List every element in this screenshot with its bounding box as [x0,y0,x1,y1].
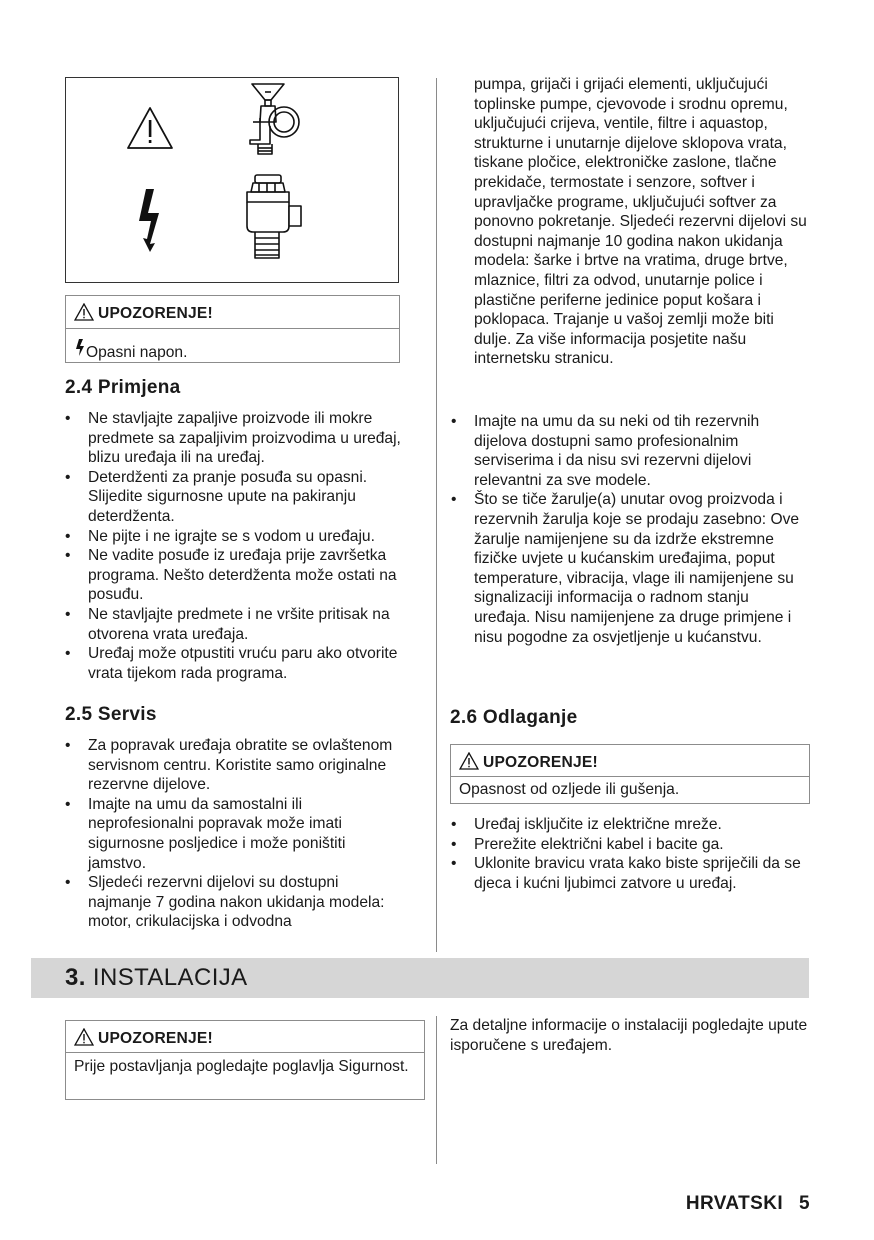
column-divider-top [436,78,437,952]
warning-title [74,1028,213,1048]
section-heading-2-6: 2.6 Odlaganje [450,707,578,728]
high-voltage-icon [74,338,86,358]
warning-triangle-icon [459,752,479,770]
column-divider-bottom [436,1016,437,1164]
list-item: • Ne stavljajte predmete i ne vršite pritisak na otvorena vrata uređaja. [65,605,422,644]
warning-body [74,338,393,363]
list-2-6 [451,815,806,893]
page-number: 5 [799,1193,810,1214]
water-tap-icon [250,84,299,154]
page-footer [686,1193,810,1215]
list-item: • Što se tiče žarulje(a) unutar ovog proizvoda i rezervnih žarulja koje se prodaju zasebno: Ove žarulje namijenjene su da izdrže ekstremne fizičke uvjete u kućanskim uređajima, poput temperature, vibracija, vlage ili namijenjene su signalizaciji informacija o radnom stanju uređaja. Nisu namijenjene za druge primjene i nisu pogodne za osvjetljenje u kućanstvu. [451,490,809,647]
list-item: • Uklonite bravicu vrata kako biste spriječili da se djeca i kućni ljubimci zatvore u uređaj. [451,854,806,893]
list-item: • Za popravak uređaja obratite se ovlaštenom servisnom centru. Koristite samo originalne rezervne dijelove. [65,736,405,795]
service-continuation: pumpa, grijači i grijaći elementi, uključujući toplinske pumpe, cjevovode i srodnu opremu, uključujući crijeva, ventile, filtre i aquastop, strukturne i unutarnje dijelove sklopova vrata, tiskane pločice, elektroničke zaslone, tlačne prekidače, termostate i senzore, softver i upravljačke programe, uključujući softver za ponovno pokretanje. Sljedeći rezervni dijelovi su dostupni najmanje 10 godina nakon ukidanja modela: šarke i brtve na vratima, druge brtve, mlaznice, filtri za odvod, unutarnje police i plastične periferne jedinice poput košara i poklopaca. Trajanje u vašoj zemlji može biti dulje. Za više informacija posjetite našu internetsku stranicu. [474,76,807,368]
warning-text: Prije postavljanja pogledajte poglavlja Sigurnost. [74,1058,409,1075]
hose-connector-icon [247,175,301,258]
installation-info-text: Za detaljne informacije o instalaciji pogledajte upute isporučene s uređajem. [450,1017,808,1054]
warning-title-text: UPOZORENJE! [98,1030,213,1047]
chapter-heading-bar [31,958,809,998]
list-2-5 [65,736,405,932]
warning-title-text: UPOZORENJE! [483,754,598,771]
section-heading-2-4: 2.4 Primjena [65,377,181,398]
list-item: • Ne vadite posuđe iz uređaja prije završetka programa. Nešto deterdženta može ostati na posuđu. [65,546,422,605]
warning-box-voltage [65,295,400,363]
list-2-4 [65,409,422,683]
warning-title [74,303,213,323]
warning-triangle-icon [74,303,94,321]
list-item: • Ne pijte i ne igrajte se s vodom u uređaju. [65,527,422,547]
list-item: • Sljedeći rezervni dijelovi su dostupni najmanje 7 godina nakon ukidanja modela: motor, crikulacijska i odvodna [65,873,405,932]
list-2-5-right [451,412,809,647]
footer-language: HRVATSKI [685,1193,784,1214]
chapter-title [65,964,248,992]
list-item: • Uređaj može otpustiti vruću paru ako otvorite vrata tijekom rada programa. [65,644,422,683]
list-item: • Imajte na umu da samostalni ili neprofesionalni popravak može imati sigurnosne posljedice i može poništiti jamstvo. [65,795,405,873]
warning-text: Opasnost od ozljede ili gušenja. [459,781,680,798]
warning-triangle-icon [74,1028,94,1046]
list-item: • Uređaj isključite iz električne mreže. [451,815,806,835]
high-voltage-icon [139,189,159,252]
list-item: • Imajte na umu da su neki od tih rezervnih dijelova dostupni samo profesionalnim serviserima i da nisu svi rezervni dijelovi relevantni za sve modele. [451,412,809,490]
section-heading-2-5: 2.5 Servis [65,704,157,725]
warning-triangle-icon [128,108,172,148]
warning-box-disposal [450,744,810,804]
warning-title-text: UPOZORENJE! [98,305,213,322]
pictogram-box [65,77,399,283]
list-item: • Deterdženti za pranje posuđa su opasni. Slijedite sigurnosne upute na pakiranju deterdženta. [65,468,422,527]
warning-text: Opasni napon. [86,344,188,361]
warning-title [459,752,598,772]
list-item: • Prerežite električni kabel i bacite ga. [451,835,806,855]
chapter-title-text: INSTALACIJA [92,964,248,991]
warning-box-installation [65,1020,425,1100]
list-item: • Ne stavljajte zapaljive proizvode ili mokre predmete sa zapaljivim proizvodima u uređaj, blizu uređaja ili na uređaj. [65,409,422,468]
chapter-number: 3. [65,964,86,991]
